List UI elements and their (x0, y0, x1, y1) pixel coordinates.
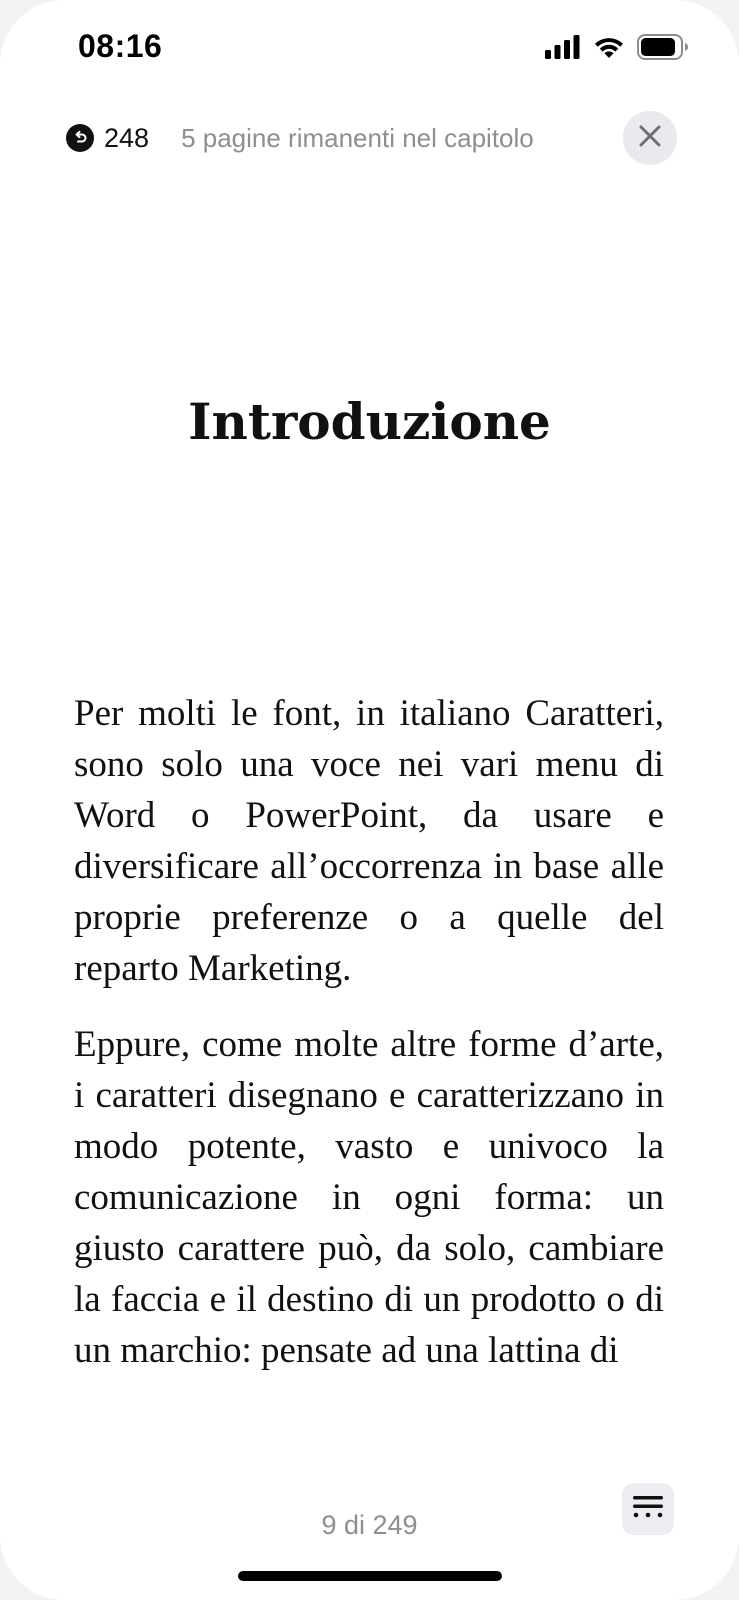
page-indicator: 9 di 249 (321, 1510, 418, 1540)
return-page-number: 248 (104, 122, 150, 153)
return-arrow-icon (66, 124, 94, 152)
pages-remaining-label: 5 pagine rimanenti nel capitolo (181, 122, 534, 153)
wifi-icon (593, 35, 625, 59)
close-button[interactable] (623, 111, 677, 165)
chapter-title: Introduzione (188, 392, 551, 451)
reader-menu-icon (632, 1494, 664, 1525)
status-time: 08:16 (78, 28, 163, 64)
paragraph: Per molti le font, in italiano Caratteri, sono solo una voce nei vari menu di Word o PowerPoint, da usare e diversificare all’occorrenza in base alle proprie preferenze o a quelle del reparto Marketing. (74, 693, 664, 989)
reader-top-bar (66, 111, 677, 165)
reader-menu-button[interactable] (622, 1483, 674, 1535)
home-indicator[interactable] (238, 1571, 502, 1581)
close-icon (638, 124, 662, 153)
battery-icon (637, 34, 689, 60)
paragraph: Eppure, come molte altre forme d’arte, i caratteri disegnano e caratterizzano in modo potente, vasto e univoco la comunicazione in ogni forma: un giusto carattere può, da solo, cambiare la faccia e il destino di un prodotto o di un marchio: pensate ad una lattina di (74, 1024, 664, 1371)
status-icons (545, 34, 689, 60)
book-page-text[interactable] (74, 688, 664, 1430)
return-to-page-button[interactable] (66, 123, 149, 154)
cellular-signal-icon (545, 35, 581, 59)
